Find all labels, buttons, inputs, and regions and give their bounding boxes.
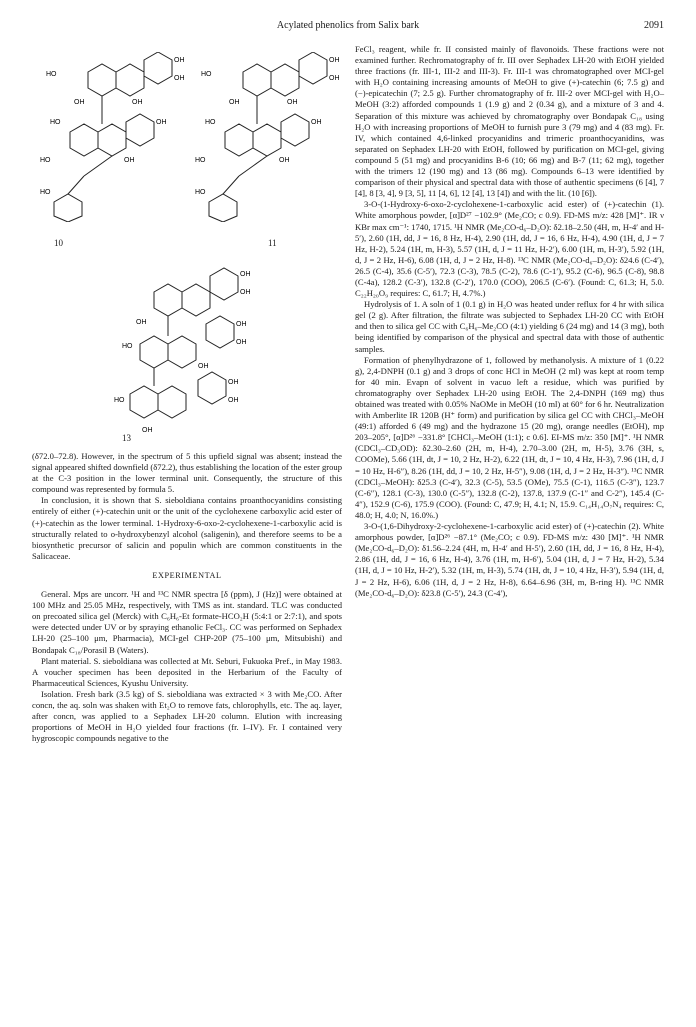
atom-label-oh: OH [156, 119, 167, 126]
atom-label-oh: OH [198, 363, 209, 370]
atom-label-oh: OH [124, 157, 135, 164]
atom-label-oh: OH [136, 319, 147, 326]
structure-10-label: 10 [54, 238, 63, 248]
paragraph: FeCl₃ reagent, while fr. II consisted mainly of flavonoids. These fractions were not examined further. Rechromatography of fr. III over Sephadex LH-20 with EtOH yielded three fractions (fr. III-1, III-2 and III-3). Fr. III-1 was chromatographed over MCI-gel with H₂O containing increasing amounts of MeOH to give (+)-catechin (6; 7.5 g) and (−)-epicatechin (7; 2.5 g). Further chromatography of fr. III-2 over MCI-gel with H₂O–MeOH (3:2) afforded compounds 1 (1.9 g) and 2 (0.34 g), and a mixture of 3 and 4. Separation of this mixture was achieved by chromatography over Bondapak C₁₈ using H₂O with increasing proportions of MeOH to furnish pure 3 (79 mg) and 4 (83 mg). Fr. IV, which contained 4,6-linked procyanidins and trimeric proanthocyanidins, was separated on Sephadex LH-20 with EtOH, followed by purification on MCI-gel, giving compound 5 (51 mg) and procyanidins B-6 (10; 66 mg) and B-7 (11; 62 mg), together with the trimers 12 (190 mg) and 13 (86 mg). Compounds 6–13 were identified by comparison of their physical and spectral data with those of authentic specimens (6 [4], 7 [4], 8 [3, 4], 9 [3, 5], 11 [4, 6], 12 [4], 13 [4]) and with the lit. (10 [6]). [355, 44, 664, 199]
atom-label-oh: OH [132, 99, 143, 106]
atom-label-oh: OH [228, 379, 239, 386]
atom-label-ho: HO [50, 119, 61, 126]
atom-label-ho: HO [122, 343, 133, 350]
atom-label-ho: HO [195, 157, 206, 164]
atom-label-oh: OH [311, 119, 322, 126]
paragraph: 3-O-(1,6-Dihydroxy-2-cyclohexene-1-carboxylic acid ester) of (+)-catechin (2). White amorphous powder, [α]D²⁶ −87.1° (Me₂CO; c 0.9). FD-MS m/z: 430 [M]⁺. ¹H NMR (Me₂CO-d₆–D₂O): δ1.56–2.24 (4H, m, H-4′ and H-5′), 2.60 (1H, dd, J = 16, 8 Hz, H-4), 2.86 (1H, dd, J = 16, 6 Hz, H-4), 3.76 (1H, m, H-6′), 5.04 (1H, d, J = 7 Hz, H-2), 5.34 (1H, d, J = 10 Hz, H-2′), 5.32 (1H, m, H-3), 5.74 (1H, dt, J = 10, 4 Hz, H-3′), 5.94 (1H, d, J = 2 Hz, H-6), 6.06 (1H, d, J = 2 Hz, H-8), 6.64–6.96 (3H, m, B-ring H). ¹³C NMR (Me₂CO-d₆–D₂O): δ23.8 (C-5′), 24.3 (C-4′), [355, 521, 664, 598]
structure-13-label: 13 [122, 433, 131, 443]
atom-label-oh: OH [329, 75, 340, 82]
running-header [32, 20, 664, 36]
atom-label-oh: OH [142, 427, 153, 434]
paragraph: Isolation. Fresh bark (3.5 kg) of S. sieboldiana was extracted × 3 with Me₂CO. After concn, the aq. soln was shaken with Et₂O to remove fats, chlorophylls, etc. The aq. layer, after concn, was applied to a Sephadex LH-20 column. Elution with increasing proportions of MeOH in H₂O yielded four fractions (fr. I–IV). Fr. I contained very hygroscopic compounds negative to the [32, 688, 342, 744]
atom-label-oh: OH [74, 99, 85, 106]
structure-11-figure [195, 52, 345, 222]
left-column [32, 451, 342, 744]
running-title: Acylated phenolics from Salix bark [276, 20, 420, 31]
paragraph: General. Mps are uncorr. ¹H and ¹³C NMR spectra [δ (ppm), J (Hz)] were obtained at 100 MHz and 25.05 MHz, respectively, with TMS as int. standard. TLC was conducted on precoated silica gel (Merck) with C₆H₆-Et formate-HCO₂H (5:4:1 or 2:7:1), and spots were detected under UV or by spraying ethanolic FeCl₃. CC was performed on Sephadex LH-20 (25–100 μm, Pharmacia), MCI-gel CHP-20P (75–100 μm, Mitsubishi) and Bondapak C₁₈/Porasil B (Waters). [32, 589, 342, 655]
atom-label-ho: HO [205, 119, 216, 126]
atom-label-oh: OH [174, 57, 185, 64]
paragraph: Formation of phenylhydrazone of 1, followed by methanolysis. A mixture of 1 (0.22 g), 2,4-DNPH (0.1 g) and 3 drops of conc HCl in MeOH (2 ml) was kept at room temp for 40 min. Evapn of solvent in vacuo left a residue, which was purified by chromatography over Sephadex LH-20 using EtOH. The 2,4-DNPH (169 mg) thus obtained was treated with 0.05% NaOMe in MeOH (10 ml) at 60° for 6 hr. Neutralization with Amberlite IR 120B (H⁺ form) and purification by silica gel CC with CHCl₃–MeOH (49:1) afforded 6 (49 mg) and the hydrazone 15 (20 mg), orange needles (EtOH), mp 203–205°, [α]D²⁶ −331.8° [CHCl₃–MeOH (1:1); c 0.6]. EI-MS m/z: 350 [M]⁺. ¹H NMR (CDCl₃–CD₃OD): δ2.30–2.60 (2H, m, H-4), 2.70–3.00 (2H, m, H-5), 3.76 (3H, s, COOMe), 5.66 (1H, dt, J = 10, 2 Hz, H-2), 6.22 (1H, dt, J = 10, 4 Hz, H-3), 7.96 (1H, d, J = 10 Hz, H-6″), 8.26 (1H, dd, J = 10, 2 Hz, H-5″), 9.08 (1H, d, J = 2 Hz, H-3″). ¹³C NMR (CDCl₃–MeOH): δ25.3 (C-4′), 32.3 (C-5), 53.5 (OMe), 75.5 (C-1), 116.5 (C-3″), 123.7 (C-6″), 128.1 (C-3), 130.0 (C-5″), 132.8 (C-2), 137.8, 137.9 (C-1″ and C-2″), 145.4 (C-4″), 152.9 (C-6), 175.9 (COO). (Found: C, 47.9; H, 4.1; N, 15.9. C₁₄H₁₄O₇N₄ requires: C, 48.0; H, 4.0; N, 16.0%.) [355, 354, 664, 520]
atom-label-oh: OH [174, 75, 185, 82]
structure-10-figure [40, 52, 190, 222]
atom-label-oh: OH [240, 289, 251, 296]
atom-label-oh: OH [279, 157, 290, 164]
atom-label-ho: HO [40, 157, 51, 164]
atom-label-oh: OH [240, 271, 251, 278]
atom-label-ho: HO [201, 71, 212, 78]
atom-label-ho: HO [195, 189, 206, 196]
paragraph: Hydrolysis of 1. A soln of 1 (0.1 g) in H₂O was heated under reflux for 4 hr with silica gel (2 g). After filtration, the filtrate was subjected to Sephadex LH-20 CC with EtOH and then to silica gel CC with C₆H₆–Me₂CO (4:1) yielding 6 (24 mg) and 14 (3 mg), both being identified by comparison of the physical and spectral data with those of authentic samples. [355, 299, 664, 354]
atom-label-ho: HO [114, 397, 125, 404]
atom-label-oh: OH [236, 339, 247, 346]
paragraph: Plant material. S. sieboldiana was collected at Mt. Seburi, Fukuoka Pref., in May 1983. A voucher specimen has been deposited in the Herbarium of the Faculty of Pharmaceutical Sciences, Kyushu University. [32, 655, 342, 688]
structure-11-label: 11 [268, 238, 277, 248]
atom-label-ho: HO [40, 189, 51, 196]
structure-13-figure [70, 262, 270, 442]
section-heading: EXPERIMENTAL [152, 570, 222, 580]
atom-label-oh: OH [228, 397, 239, 404]
paragraph: 3-O-(1-Hydroxy-6-oxo-2-cyclohexene-1-carboxylic acid ester) of (+)-catechin (1). White amorphous powder, [α]D²⁷ −102.9° (Me₂CO; c 0.9). FD-MS m/z: 428 [M]⁺. IR ν KBr max cm⁻¹: 1740, 1715. ¹H NMR (Me₂CO-d₆–D₂O): δ2.18–2.50 (4H, m, H-4′ and H-5′), 2.60 (1H, dd, J = 16, 8 Hz, H-4), 2.90 (1H, dd, J = 16, 6 Hz, H-4), 4.90 (1H, d, J = 7 Hz, H-2), 5.24 (1H, m, H-3), 5.57 (1H, d, J = 11 Hz, H-2′), 6.00 (1H, m, H-3′), 5.92 (1H, d, J = 2 Hz, H-6), 6.08 (1H, d, J = 2 Hz, H-8). ¹³C NMR (Me₂CO-d₆–D₂O): δ24.6 (C-4′), 26.5 (C-4), 35.6 (C-5′), 72.3 (C-3), 78.5 (C-2), 78.6 (C-1′), 95.2 (C-6), 96.5 (C-8), 98.8 (C-4a), 128.2 (C-3′), 132.8 (C-2′), 170.0 (COO), 206.5 (C-6′). (Found: C, 61.3; H, 5.0. C₂₂H₂₀O₉ requires: C, 61.7; H, 4.7%.) [355, 199, 664, 299]
atom-label-oh: OH [287, 99, 298, 106]
paragraph: (δ72.0–72.8). However, in the spectrum of 5 this upfield signal was absent; instead the signal appeared shifted downfield (δ72.2), thus establishing the location of the ester group at the C-3 position in the lower terminal unit. Consequently, the structure of this compound was represented by formula 5. [32, 451, 343, 495]
atom-label-oh: OH [229, 99, 240, 106]
atom-label-oh: OH [236, 321, 247, 328]
paragraph: In conclusion, it is shown that S. sieboldiana contains proanthocyanidins consisting entirely of either (+)-catechin unit or the unit of the cyclohexene carboxylic acid ester of (+)-catechin as the lower terminal. 1-Hydroxy-6-oxo-2-cyclohexene-1-carboxylic acid is structurally related to o-hydroxybenzyl alcohol (saligenin), and therefore seems to be a biosynthetic precursor of salicin and populin which are common constituents in the Salicaceae. [32, 495, 342, 561]
right-column [355, 44, 664, 599]
atom-label-ho: HO [46, 71, 57, 78]
page-number: 2091 [644, 20, 664, 31]
atom-label-oh: OH [329, 57, 340, 64]
